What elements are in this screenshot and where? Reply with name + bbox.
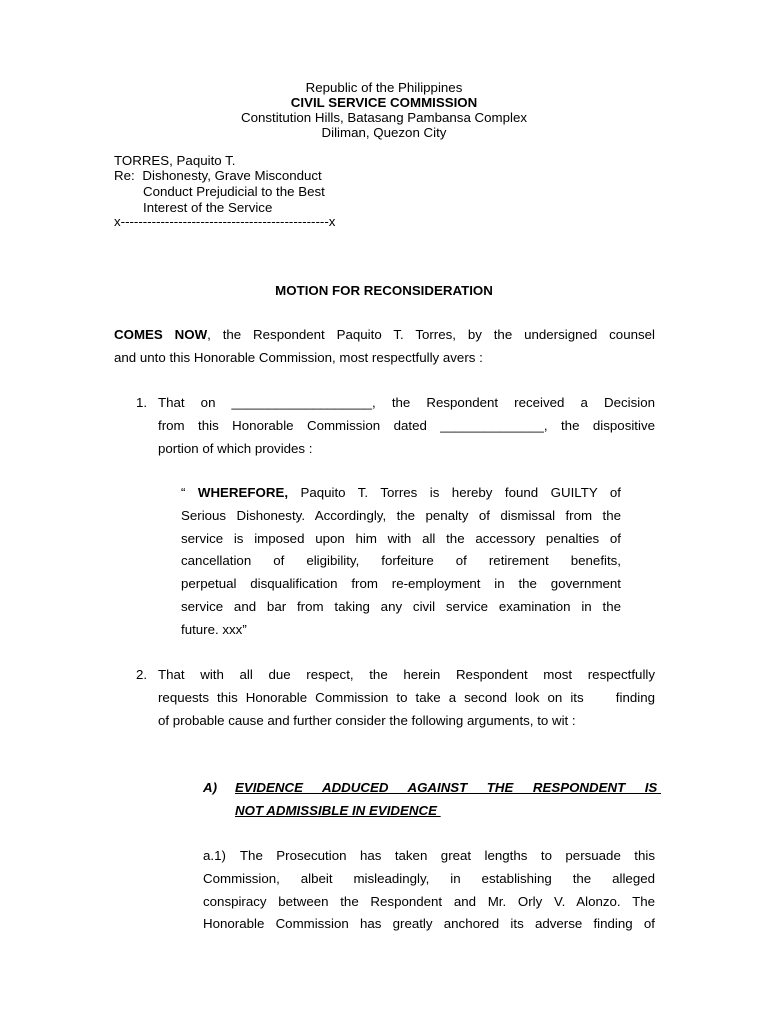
re-charge-2: Conduct Prejudicial to the Best: [143, 184, 325, 199]
a1-label: a.1): [203, 848, 226, 863]
section-a-heading: [235, 777, 661, 823]
intro-line-1: COMES NOW, the Respondent Paquito T. Torres, by the undersigned counsel: [114, 327, 655, 342]
quote-line-5: perpetual disqualification from re-employment in the government: [181, 576, 621, 592]
section-a-line-2: NOT ADMISSIBLE IN EVIDENCE: [235, 802, 441, 818]
quote-line-7: future. xxx”: [181, 621, 247, 637]
a1-line-2: Commission, albeit misleadingly, in establishing the alleged: [203, 870, 655, 886]
quote-bold-lead: WHEREFORE,: [197, 485, 289, 500]
item-2-line-2: requests this Honorable Commission to take a second look on its finding: [158, 689, 655, 705]
item-2-line-3: of probable cause and further consider the following arguments, to wit :: [158, 712, 576, 728]
a1-line-3: conspiracy between the Respondent and Mr. Orly V. Alonzo. The: [203, 893, 655, 909]
quote-line-3: service is imposed upon him with all the accessory penalties of: [181, 530, 621, 546]
item-1-line-2: from this Honorable Commission dated ______________, the dispositive: [158, 417, 655, 433]
a1-line-1: a.1) The Prosecution has taken great lengths to persuade this: [203, 848, 655, 863]
item-2-number: 2.: [136, 667, 148, 682]
header-address-1: Constitution Hills, Batasang Pambansa Complex: [240, 110, 528, 125]
intro-bold-lead: COMES NOW: [114, 327, 208, 342]
item-2-paragraph: [158, 664, 655, 732]
caption-separator: x-----------------------------------------------x: [114, 214, 336, 229]
document-title: MOTION FOR RECONSIDERATION: [275, 283, 493, 298]
re-charge-3: Interest of the Service: [143, 200, 273, 215]
header-address-2: Diliman, Quezon City: [321, 125, 447, 140]
a1-line-4: Honorable Commission has greatly anchored its adverse finding of: [203, 916, 655, 932]
item-2-line-1: That with all due respect, the herein Respondent most respectfully: [158, 667, 655, 682]
quote-line-6: service and bar from taking any civil service examination in the: [181, 598, 621, 614]
quote-line-4: cancellation of eligibility, forfeiture of retirement benefits,: [181, 553, 621, 569]
re-line: [114, 168, 322, 184]
respondent-name: TORRES, Paquito T.: [114, 153, 236, 168]
item-1-line-3: portion of which provides :: [158, 440, 313, 456]
header-agency: CIVIL SERVICE COMMISSION: [290, 95, 478, 110]
section-a-label: A): [203, 780, 218, 795]
quote-line-2: Serious Dishonesty. Accordingly, the penalty of dismissal from the: [181, 507, 621, 523]
item-1-line-1: That on ___________________, the Respondent received a Decision: [158, 395, 655, 410]
paragraph-a1: [203, 845, 655, 936]
header-republic: Republic of the Philippines: [305, 80, 463, 95]
section-a-line-1: EVIDENCE ADDUCED AGAINST THE RESPONDENT IS: [235, 780, 661, 795]
document-header: [0, 80, 768, 140]
item-1-paragraph: [158, 392, 655, 460]
intro-line-2: and unto this Honorable Commission, most respectfully avers :: [114, 349, 483, 365]
re-label: Re:: [114, 168, 135, 183]
re-charge-1: Dishonesty, Grave Misconduct: [142, 168, 322, 183]
quoted-decision: [181, 482, 621, 642]
intro-paragraph: [114, 324, 655, 370]
item-1-number: 1.: [136, 395, 148, 410]
quote-line-1: “ WHEREFORE, Paquito T. Torres is hereby found GUILTY of: [181, 485, 621, 500]
